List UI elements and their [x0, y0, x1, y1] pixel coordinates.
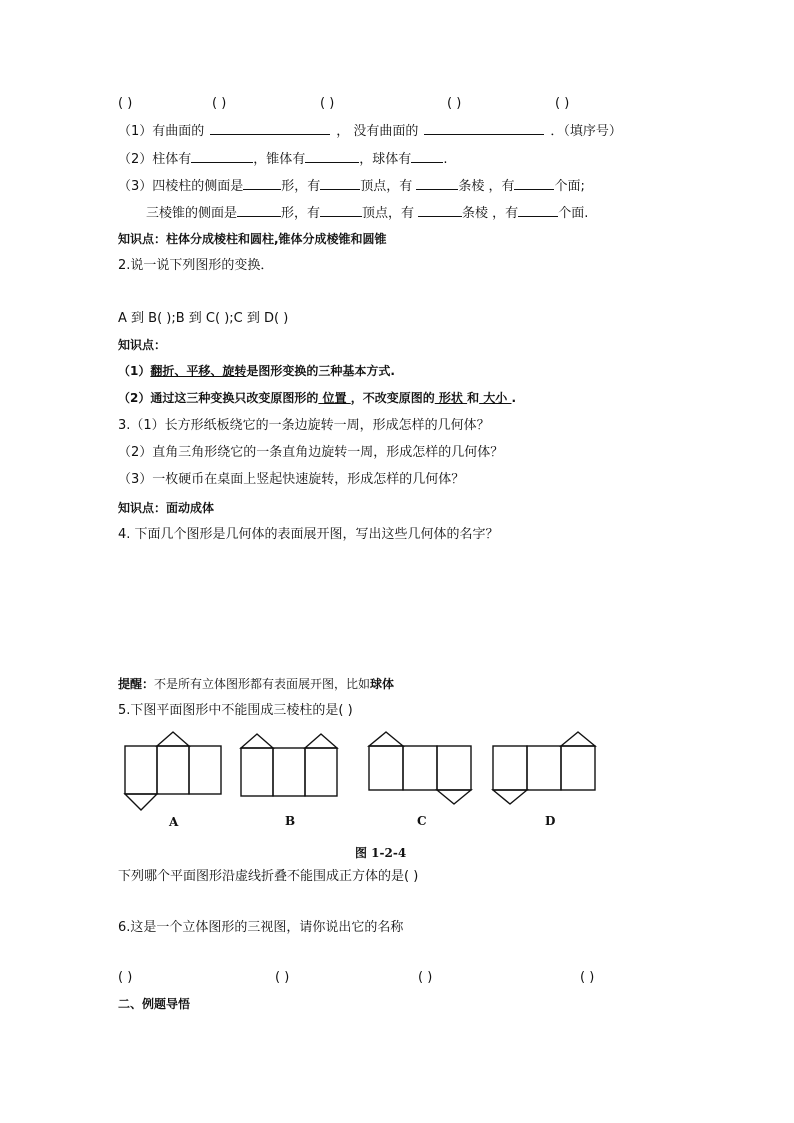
- view-paren-4: ( ): [580, 970, 595, 985]
- reminder: 提醒：不是所有立体图形都有表面展开图，比如球体: [118, 677, 395, 691]
- blank[interactable]: [305, 149, 359, 163]
- blank[interactable]: [243, 176, 281, 190]
- kp2-line-1: （1）翻折、平移、旋转是图形变换的三种基本方式.: [118, 364, 395, 378]
- view-paren-3: ( ): [418, 970, 433, 985]
- net-figure-a: [120, 726, 224, 816]
- blank[interactable]: [320, 176, 360, 190]
- q5-title: 5.下图平面图形中不能围成三棱柱的是( ): [118, 703, 353, 718]
- q1-line-3: （3）四棱柱的侧面是 形，有 顶点，有 条棱 ，有 个面;: [118, 176, 585, 195]
- answer-paren-1: ( ): [118, 96, 133, 111]
- knowledge-point-3: 知识点：面动成体: [118, 501, 215, 515]
- blank[interactable]: [416, 176, 458, 190]
- answer-paren-5: ( ): [555, 96, 570, 111]
- answer-paren-3: ( ): [320, 96, 335, 111]
- q6-title: 6.这是一个立体图形的三视图，请你说出它的名称: [118, 920, 404, 935]
- knowledge-point-1: 知识点：柱体分成棱柱和圆柱,锥体分成棱锥和圆锥: [118, 232, 387, 246]
- answer-paren-2: ( ): [212, 96, 227, 111]
- view-paren-1: ( ): [118, 970, 133, 985]
- q2-title: 2.说一说下列图形的变换．: [118, 258, 274, 273]
- kp2-line-2: （2）通过这三种变换只改变原图形的 位置 ，不改变原图的 形状 和 大小 .: [118, 391, 517, 405]
- q1-line-1: （1）有曲面的 ， 没有曲面的 ．（填序号）: [118, 121, 622, 140]
- net-figure-b: [238, 730, 342, 800]
- net-figure-c: [366, 728, 476, 808]
- blank[interactable]: [418, 203, 462, 217]
- figure-caption: 图 1-2-4: [355, 846, 407, 860]
- q5-followup: 下列哪个平面图形沿虚线折叠不能围成正方体的是( ): [118, 869, 419, 884]
- blank[interactable]: [411, 149, 443, 163]
- q1-line-2: （2）柱体有 ，锥体有 ，球体有 .: [118, 149, 447, 168]
- option-label-a: A: [169, 815, 179, 829]
- option-label-b: B: [285, 814, 296, 828]
- blank[interactable]: [191, 149, 253, 163]
- answer-paren-4: ( ): [447, 96, 462, 111]
- blank[interactable]: [320, 203, 362, 217]
- blank[interactable]: [210, 121, 330, 135]
- view-paren-2: ( ): [275, 970, 290, 985]
- net-figure-d: [490, 728, 600, 808]
- option-label-d: D: [545, 814, 556, 828]
- q3-line-2: （2）直角三角形绕它的一条直角边旋转一周，形成怎样的几何体？: [118, 445, 504, 460]
- knowledge-point-2-label: 知识点：: [118, 338, 167, 352]
- q1-line-4: 三棱锥的侧面是 形，有 顶点，有 条棱 ，有 个面.: [146, 203, 588, 222]
- q3-line-3: （3）一枚硬币在桌面上竖起快速旋转，形成怎样的几何体？: [118, 472, 465, 487]
- q4-title: 4. 下面几个图形是几何体的表面展开图，写出这些几何体的名字？: [118, 527, 499, 542]
- blank[interactable]: [518, 203, 558, 217]
- q2-answer: A 到 B( );B 到 C( );C 到 D( ): [118, 311, 289, 326]
- blank[interactable]: [514, 176, 554, 190]
- blank[interactable]: [237, 203, 281, 217]
- option-label-c: C: [417, 814, 427, 828]
- section-heading-2: 二、例题导悟: [118, 997, 191, 1011]
- q3-line-1: 3.（1）长方形纸板绕它的一条边旋转一周，形成怎样的几何体？: [118, 418, 490, 433]
- blank[interactable]: [424, 121, 544, 135]
